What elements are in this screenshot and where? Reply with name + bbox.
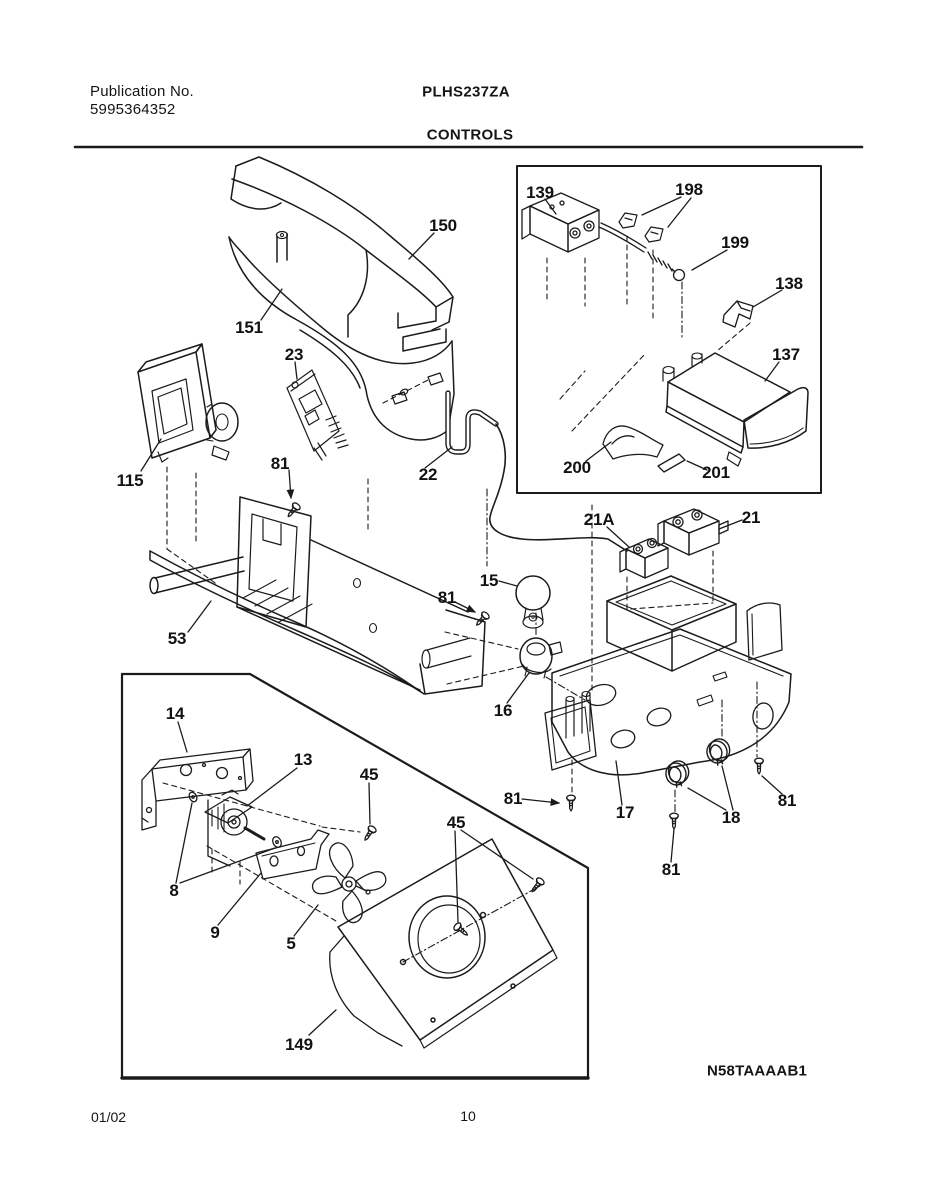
callout-81-bottom: 81	[661, 860, 681, 879]
callout-5: 5	[286, 934, 296, 953]
callout-137: 137	[772, 345, 800, 364]
model-number: PLHS237ZA	[422, 83, 510, 101]
publication-label: Publication No.	[90, 83, 194, 100]
callout-198: 198	[675, 180, 703, 199]
callout-139: 139	[526, 183, 554, 202]
callout-81-right: 81	[777, 791, 797, 810]
callout-149: 149	[285, 1035, 313, 1054]
motor-bracket-9-drawing	[256, 830, 329, 879]
callout-21a: 21A	[583, 510, 615, 529]
air-duct-150-151-drawing	[229, 157, 454, 440]
callout-22: 22	[418, 465, 438, 484]
callout-45-left: 45	[359, 765, 379, 784]
callout-201: 201	[702, 463, 730, 482]
callout-81-top: 81	[270, 454, 290, 473]
callout-14: 14	[165, 704, 185, 723]
clips-198-drawing	[619, 213, 663, 242]
publication-number: 5995364352	[90, 101, 176, 118]
callout-53: 53	[167, 629, 187, 648]
callout-81-left: 81	[503, 789, 523, 808]
fan-motor-13-drawing	[205, 790, 264, 866]
callout-18: 18	[721, 808, 741, 827]
bracket-53-drawing	[150, 497, 485, 694]
callout-115: 115	[116, 471, 144, 490]
callout-8: 8	[169, 881, 179, 900]
callout-9: 9	[210, 923, 220, 942]
callout-15: 15	[479, 571, 499, 590]
diagram-code: N58TAAAAB1	[706, 1062, 808, 1080]
fan-shroud-149-drawing	[330, 839, 557, 1048]
callout-138: 138	[775, 274, 803, 293]
callout-151: 151	[235, 318, 263, 337]
inset-box-ice-dispenser	[517, 166, 821, 493]
wire-harness-199-drawing	[599, 223, 685, 281]
control-board-23-drawing	[287, 370, 409, 460]
timer-115-drawing	[138, 344, 238, 462]
plate-201-drawing	[658, 454, 685, 472]
duct-200-drawing	[603, 426, 663, 459]
footer-date: 01/02	[91, 1109, 127, 1125]
callout-81-mid: 81	[437, 588, 457, 607]
bracket-138-drawing	[723, 301, 753, 327]
callout-45-right: 45	[446, 813, 466, 832]
callout-200: 200	[563, 458, 591, 477]
callout-16: 16	[493, 701, 513, 720]
callout-150: 150	[429, 216, 457, 235]
callout-13: 13	[293, 750, 313, 769]
light-bulb-15-drawing	[516, 576, 550, 628]
footer-page-number: 10	[460, 1108, 476, 1124]
section-title: CONTROLS	[426, 126, 514, 144]
callout-21: 21	[741, 508, 761, 527]
callout-23: 23	[284, 345, 304, 364]
callout-17: 17	[615, 803, 635, 822]
ice-container-137-drawing	[663, 353, 808, 466]
callout-199: 199	[721, 233, 749, 252]
fan-blade-5-drawing	[313, 843, 386, 923]
